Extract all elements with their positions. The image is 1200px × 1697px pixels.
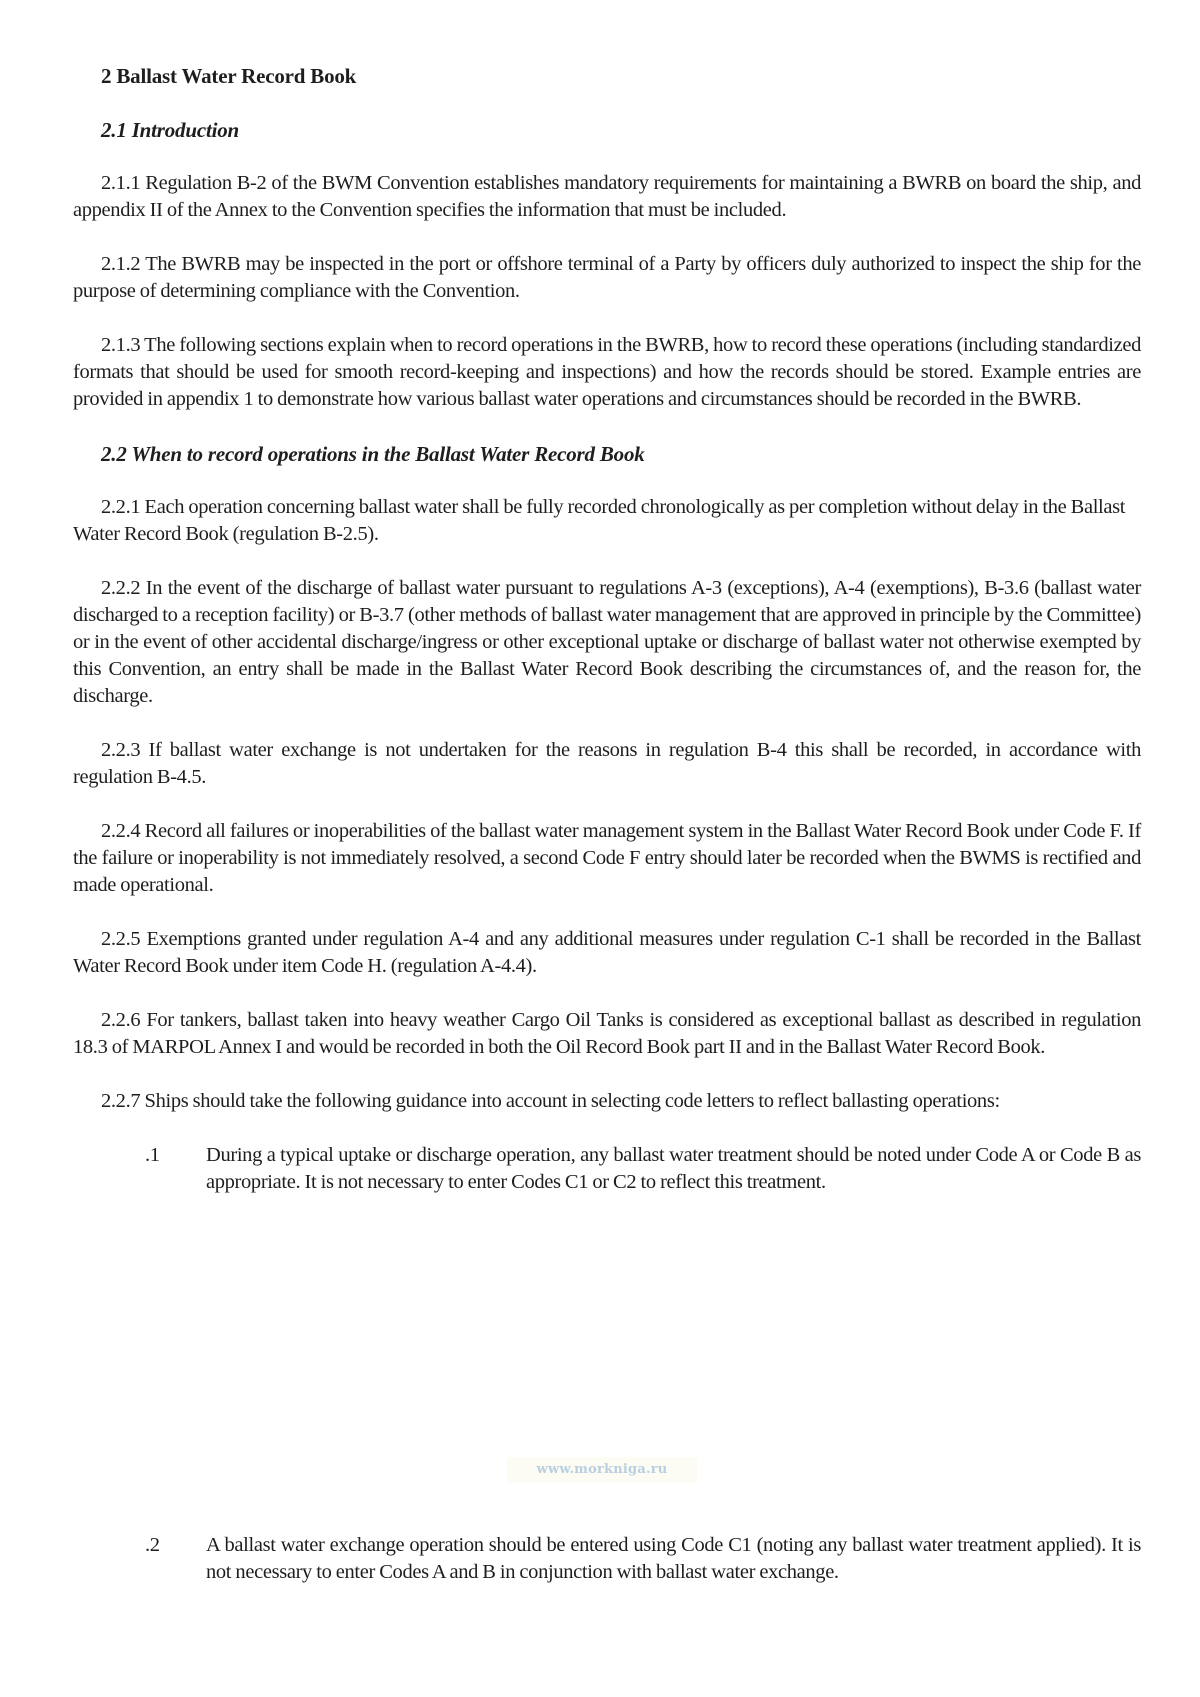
paragraph-2-1-3: 2.1.3 The following sections explain when to record operations in the BWRB, how to record these operations (including standardized formats that should be used for smooth record-keeping and inspections) and how the records should be stored. Example entries are provided in appendix 1 to demonstrate how various ballast water operations and circumstances should be recorded in the BWRB. xyxy=(73,334,1141,410)
paragraph-2-2-3: 2.2.3 If ballast water exchange is not undertaken for the reasons in regulation B-4 this shall be recorded, in accordance with regulation B-4.5. xyxy=(73,739,1141,788)
paragraph-2-1-1: 2.1.1 Regulation B-2 of the BWM Convention establishes mandatory requirements for maintaining a BWRB on board the ship, and appendix II of the Annex to the Convention specifies the information that must be included. xyxy=(73,172,1141,221)
list-item-number: .2 xyxy=(145,1534,160,1556)
list-item xyxy=(73,1532,1141,1586)
paragraph-2-1-2: 2.1.2 The BWRB may be inspected in the port or offshore terminal of a Party by officers duly authorized to inspect the ship for the purpose of determining compliance with the Convention. xyxy=(73,253,1141,302)
paragraph-2-2-5: 2.2.5 Exemptions granted under regulation A-4 and any additional measures under regulation C-1 shall be recorded in the Ballast Water Record Book under item Code H. (regulation A-4.4). xyxy=(73,928,1141,977)
watermark-text: www.morkniga.ru xyxy=(507,1457,697,1483)
list-item-number: .1 xyxy=(145,1144,160,1166)
paragraph-2-2-7: 2.2.7 Ships should take the following guidance into account in selecting code letters to reflect ballasting operations: xyxy=(101,1090,1000,1112)
section-heading-introduction: 2.1 Introduction xyxy=(101,118,240,142)
list-item-text: During a typical uptake or discharge operation, any ballast water treatment should be noted under Code A or Code B as appropriate. It is not necessary to enter Codes C1 or C2 to reflect this treatment. xyxy=(206,1144,1141,1193)
paragraph-2-2-4: 2.2.4 Record all failures or inoperabilities of the ballast water management system in the Ballast Water Record Book under Code F. If the failure or inoperability is not immediately resolved, a second Code F entry should later be recorded when the BWMS is rectified and made operational. xyxy=(73,820,1141,896)
list-item xyxy=(73,1142,1141,1196)
paragraph-2-2-6: 2.2.6 For tankers, ballast taken into heavy weather Cargo Oil Tanks is considered as exceptional ballast as described in regulation 18.3 of MARPOL Annex I and would be recorded in both the Oil Record Book part II and in the Ballast Water Record Book. xyxy=(73,1009,1141,1058)
paragraph-2-2-2: 2.2.2 In the event of the discharge of ballast water pursuant to regulations A-3 (exceptions), A-4 (exemptions), B-3.6 (ballast water discharged to a reception facility) or B-3.7 (other methods of ballast water management that are approved in principle by the Committee) or in the event of other accidental discharge/ingress or other exceptional uptake or discharge of ballast water not otherwise exempted by this Convention, an entry shall be made in the Ballast Water Record Book describing the circumstances of, and the reason for, the discharge. xyxy=(73,577,1141,707)
chapter-heading: 2 Ballast Water Record Book xyxy=(101,64,357,88)
paragraph-2-2-1: 2.2.1 Each operation concerning ballast water shall be fully recorded chronologically as per completion without delay in the Ballast Water Record Book (regulation B-2.5). xyxy=(73,496,1126,545)
section-heading-when-to-record: 2.2 When to record operations in the Ballast Water Record Book xyxy=(101,442,645,466)
list-item-container xyxy=(73,1532,1141,1586)
list-item-text: A ballast water exchange operation should be entered using Code C1 (noting any ballast water treatment applied). It is not necessary to enter Codes A and B in conjunction with ballast water exchange. xyxy=(206,1534,1141,1583)
document-page xyxy=(73,62,1141,1196)
